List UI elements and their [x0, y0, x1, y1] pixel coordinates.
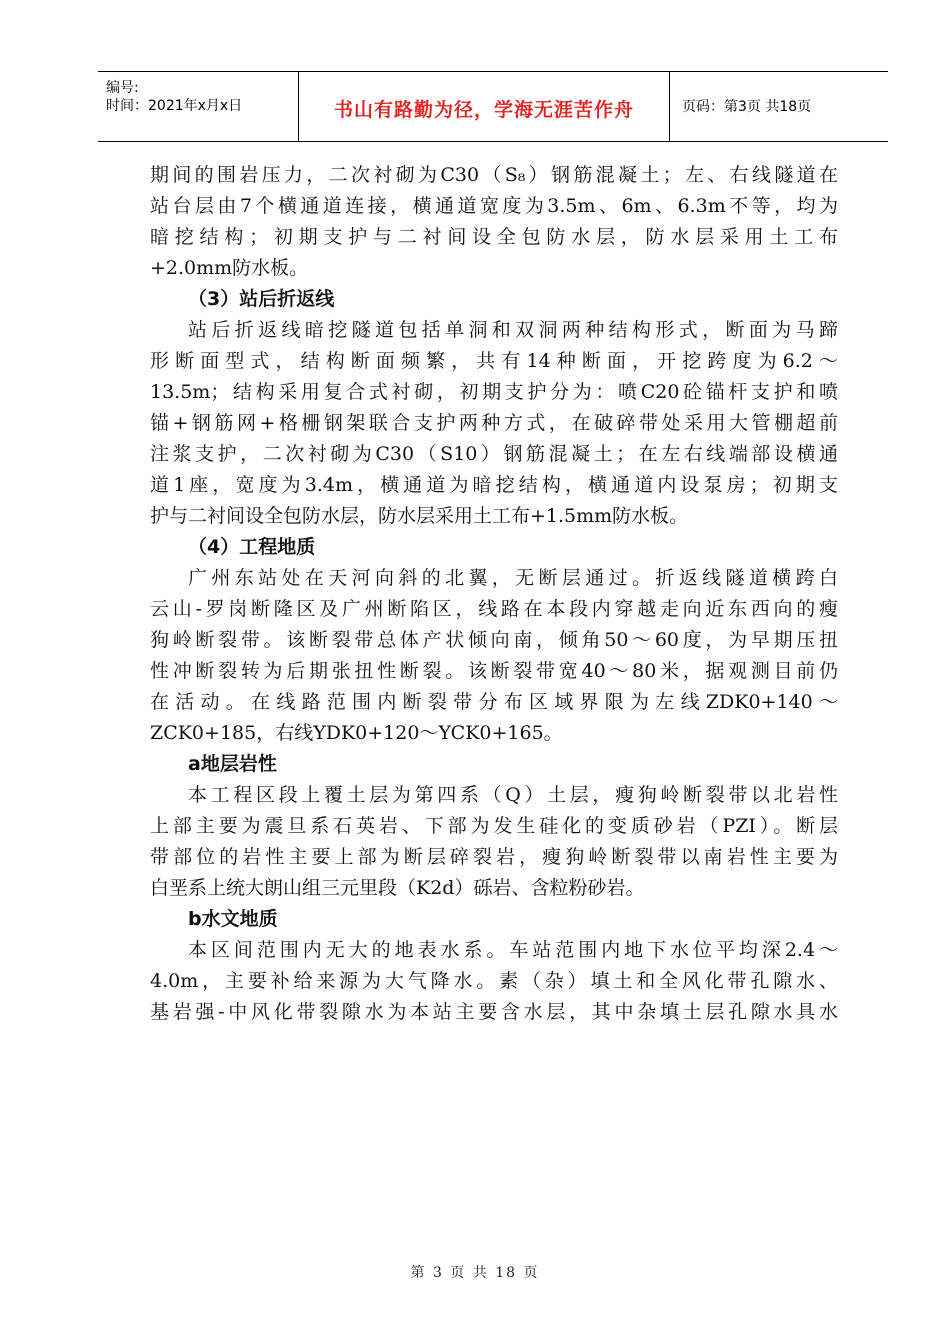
- header-motto: 书山有路勤为径，学海无涯苦作舟: [333, 99, 634, 121]
- text-line: 4.0m，主要补给来源为大气降水。素（杂）填土和全风化带孔隙水、: [150, 970, 838, 992]
- page-footer: 第 3 页 共 18 页: [410, 1265, 540, 1281]
- document-number-label: 编号:: [106, 80, 139, 96]
- text-line: 期间的围岩压力，二次衬砌为C30（S₈）钢筋混凝土；左、右线隧道在: [150, 164, 838, 186]
- text-line: ZCK0+185，右线YDK0+120～YCK0+165。: [150, 722, 563, 744]
- header-meta-cell: [98, 72, 299, 141]
- text-line: 护与二衬间设全包防水层，防水层采用土工布+1.5mm防水板。: [150, 505, 689, 527]
- text-line: 性冲断裂转为后期张扭性断裂。该断裂带宽40～80米，据观测目前仍: [150, 660, 838, 682]
- section-heading-4: （4）工程地质: [188, 536, 316, 558]
- page-header: [98, 71, 888, 142]
- document-body: [150, 160, 838, 1028]
- text-line: 道1座，宽度为3.4m，横通道为暗挖结构，横通道内设泵房；初期支: [150, 474, 838, 496]
- text-line: 带部位的岩性主要上部为断层碎裂岩，瘦狗岭断裂带以南岩性主要为: [150, 846, 838, 868]
- text-line: +2.0mm防水板。: [150, 257, 309, 279]
- header-motto-cell: [299, 72, 670, 141]
- text-line: 白垩系上统大朗山组三元里段（K2d）砾岩、含粒粉砂岩。: [150, 877, 645, 899]
- subsection-heading-b: b水文地质: [188, 908, 278, 930]
- text-line: 云山-罗岗断隆区及广州断陷区，线路在本段内穿越走向近东西向的瘦: [150, 598, 838, 620]
- text-line: 本区间范围内无大的地表水系。车站范围内地下水位平均深2.4～: [188, 939, 838, 961]
- header-page-info: 页码：第3页 共18页: [682, 99, 812, 115]
- text-line: 站台层由7个横通道连接，横通道宽度为3.5m、6m、6.3m不等，均为: [150, 195, 838, 217]
- section-heading-3: （3）站后折返线: [188, 288, 335, 310]
- text-line: 13.5m；结构采用复合式衬砌，初期支护分为：喷C20砼锚杆支护和喷: [150, 381, 838, 403]
- text-line: 狗岭断裂带。该断裂带总体产状倾向南，倾角50～60度，为早期压扭: [150, 629, 838, 651]
- text-line: 广州东站处在天河向斜的北翼，无断层通过。折返线隧道横跨白: [188, 567, 838, 589]
- text-line: 本工程区段上覆土层为第四系（Q）土层，瘦狗岭断裂带以北岩性: [188, 784, 838, 806]
- text-line: 站后折返线暗挖隧道包括单洞和双洞两种结构形式，断面为马蹄: [188, 319, 838, 341]
- subsection-heading-a: a地层岩性: [188, 753, 277, 775]
- text-line: 基岩强-中风化带裂隙水为本站主要含水层，其中杂填土层孔隙水具水: [150, 1001, 838, 1023]
- text-line: 锚+钢筋网+格栅钢架联合支护两种方式，在破碎带处采用大管棚超前: [150, 412, 838, 434]
- document-time-label: 时间：2021年x月x日: [106, 98, 243, 114]
- text-line: 形断面型式，结构断面频繁，共有14种断面，开挖跨度为6.2～: [150, 350, 838, 372]
- text-line: 注浆支护，二次衬砌为C30（S10）钢筋混凝土；在左右线端部设横通: [150, 443, 838, 465]
- text-line: 在活动。在线路范围内断裂带分布区域界限为左线ZDK0+140～: [150, 691, 838, 713]
- text-line: 暗挖结构；初期支护与二衬间设全包防水层，防水层采用土工布: [150, 226, 838, 248]
- text-line: 上部主要为震旦系石英岩、下部为发生硅化的变质砂岩（PZI）。断层: [150, 815, 838, 837]
- header-page-cell: [670, 72, 888, 141]
